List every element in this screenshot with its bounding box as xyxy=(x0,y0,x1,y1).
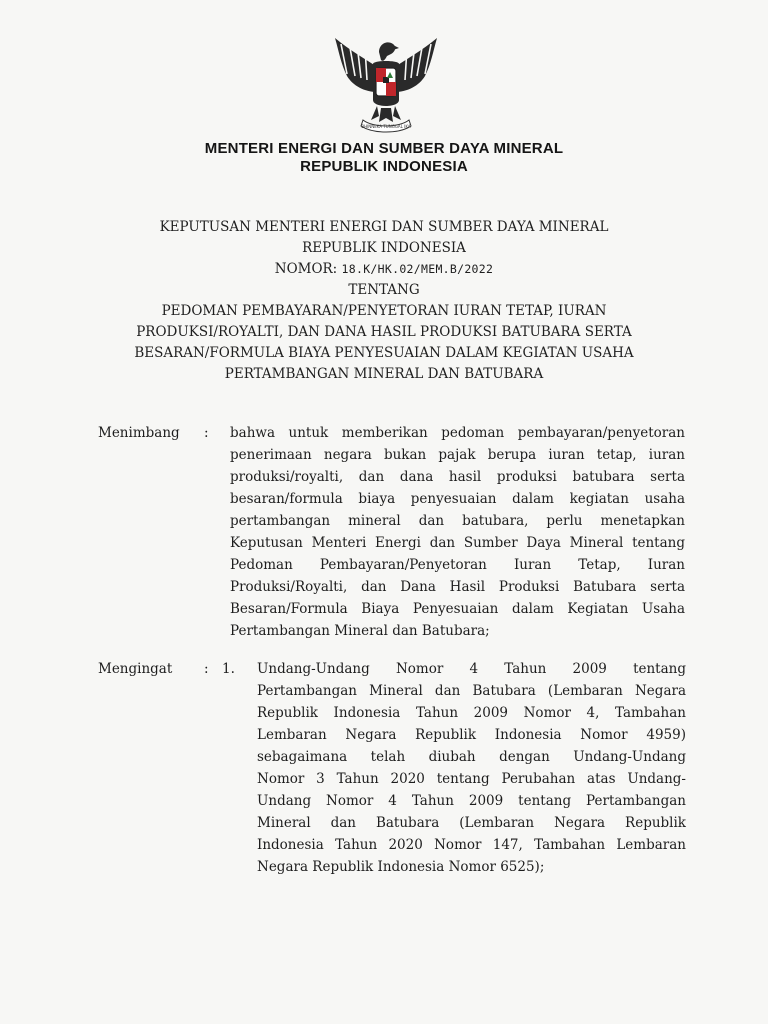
mengingat-line: Nomor 3 Tahun 2020 tentang Perubahan atas Undang- xyxy=(257,771,686,787)
decree-title: KEPUTUSAN MENTERI ENERGI DAN SUMBER DAYA MINERAL xyxy=(159,219,609,235)
ministry-country: REPUBLIK INDONESIA xyxy=(300,158,468,175)
ministry-name: MENTERI ENERGI DAN SUMBER DAYA MINERAL xyxy=(204,140,564,157)
menimbang-line: Produksi/Royalti, dan Dana Hasil Produksi Batubara serta xyxy=(230,579,685,595)
nomor-value: 18.K/HK.02/MEM.B/2022 xyxy=(341,262,494,276)
decree-number xyxy=(0,261,768,277)
mengingat-line: Republik Indonesia Tahun 2009 Nomor 4, Tambahan xyxy=(257,705,686,721)
tentang-heading: TENTANG xyxy=(348,282,420,298)
emblem-motto: BHINNEKA TUNGGAL IKA xyxy=(361,124,411,129)
menimbang-line: Pertambangan Mineral dan Batubara; xyxy=(230,623,490,639)
menimbang-line: Pedoman Pembayaran/Penyetoran Iuran Tetap, Iuran xyxy=(230,557,685,573)
mengingat-label: Mengingat xyxy=(98,661,173,677)
menimbang-label: Menimbang xyxy=(98,425,180,441)
menimbang-colon: : xyxy=(204,425,209,441)
mengingat-line: Lembaran Negara Republik Indonesia Nomor 4959) xyxy=(257,727,686,743)
mengingat-line: Pertambangan Mineral dan Batubara (Lembaran Negara xyxy=(257,683,686,699)
menimbang-line: besaran/formula biaya penyesuaian dalam kegiatan usaha xyxy=(230,491,685,507)
mengingat-colon: : xyxy=(204,661,209,677)
nomor-label: NOMOR: xyxy=(274,261,338,277)
mengingat-line: sebagaimana telah diubah dengan Undang-Undang xyxy=(257,749,686,765)
menimbang-line: penerimaan negara bukan pajak berupa iuran tetap, iuran xyxy=(230,447,685,463)
subject-line: PERTAMBANGAN MINERAL DAN BATUBARA xyxy=(224,366,544,382)
mengingat-line: Undang-Undang Nomor 4 Tahun 2009 tentang xyxy=(257,661,686,677)
mengingat-line: Mineral dan Batubara (Lembaran Negara Republik xyxy=(257,815,686,831)
mengingat-line: Negara Republik Indonesia Nomor 6525); xyxy=(257,859,545,875)
menimbang-line: Keputusan Menteri Energi dan Sumber Daya Mineral tentang xyxy=(230,535,685,551)
subject-line: BESARAN/FORMULA BIAYA PENYESUAIAN DALAM KEGIATAN USAHA xyxy=(134,345,634,361)
menimbang-line: pertambangan mineral dan batubara, perlu menetapkan xyxy=(230,513,685,529)
menimbang-line: bahwa untuk memberikan pedoman pembayaran/penyetoran xyxy=(230,425,685,441)
list-number: 1. xyxy=(222,661,235,677)
mengingat-line: Indonesia Tahun 2020 Nomor 147, Tambahan Lembaran xyxy=(257,837,686,853)
mengingat-line: Undang Nomor 4 Tahun 2009 tentang Pertambangan xyxy=(257,793,686,809)
subject-line: PRODUKSI/ROYALTI, DAN DANA HASIL PRODUKSI BATUBARA SERTA xyxy=(136,324,632,340)
menimbang-line: produksi/royalti, dan dana hasil produksi batubara serta xyxy=(230,469,685,485)
subject-line: PEDOMAN PEMBAYARAN/PENYETORAN IURAN TETAP, IURAN xyxy=(161,303,607,319)
decree-country: REPUBLIK INDONESIA xyxy=(302,240,466,256)
garuda-emblem-icon xyxy=(327,30,445,136)
menimbang-line: Besaran/Formula Biaya Penyesuaian dalam Kegiatan Usaha xyxy=(230,601,685,617)
